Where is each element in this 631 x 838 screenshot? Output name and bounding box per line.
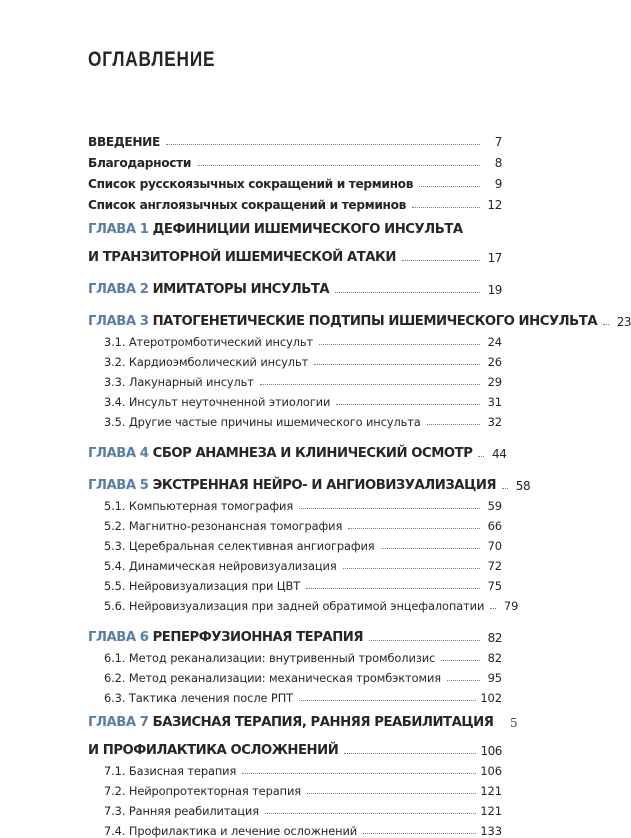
chapter-title: ИМИТАТОРЫ ИНСУЛЬТА xyxy=(152,282,330,297)
section-title: 5.2. Магнитно-резонансная томография xyxy=(104,519,343,533)
toc-section[interactable] xyxy=(88,645,502,665)
section-page: 79 xyxy=(503,599,519,613)
toc-section[interactable] xyxy=(88,553,502,573)
chapter-6-heading[interactable] xyxy=(88,623,502,645)
chapter-2-heading[interactable] xyxy=(88,275,502,297)
chapter-label: ГЛАВА 5 xyxy=(88,478,149,493)
chapter-title: ЭКСТРЕННАЯ НЕЙРО- И АНГИОВИЗУАЛИЗАЦИЯ xyxy=(152,478,497,493)
chapter-4-heading[interactable] xyxy=(88,439,507,461)
chapter-label: ГЛАВА 6 xyxy=(88,630,149,645)
toc-section[interactable] xyxy=(88,493,502,513)
section-title: 5.1. Компьютерная томография xyxy=(104,499,294,513)
section-title: 7.1. Базисная терапия xyxy=(104,764,237,778)
toc-entry-title: ВВЕДЕНИЕ xyxy=(88,135,161,149)
section-page: 72 xyxy=(487,559,502,573)
chapter-page: 19 xyxy=(487,283,502,297)
chapter-page: 106 xyxy=(480,744,502,758)
chapter-title: РЕПЕРФУЗИОННАЯ ТЕРАПИЯ xyxy=(152,630,364,645)
toc-section[interactable] xyxy=(88,533,502,553)
section-title: 6.2. Метод реканализации: механическая тромбэктомия xyxy=(104,671,441,685)
leader-dots xyxy=(306,588,480,589)
section-title: 3.3. Лакунарный инсульт xyxy=(104,375,254,389)
chapter-title: ПАТОГЕНЕТИЧЕСКИЕ ПОДТИПЫ ИШЕМИЧЕСКОГО ИНСУЛЬТА xyxy=(152,314,598,329)
toc-section[interactable] xyxy=(88,513,502,533)
chapter-title: ДЕФИНИЦИИ ИШЕМИЧЕСКОГО ИНСУЛЬТА xyxy=(152,222,463,237)
section-page: 70 xyxy=(487,539,502,553)
chapter-page: 17 xyxy=(487,251,502,265)
toc-section[interactable] xyxy=(88,758,502,778)
chapter-1-heading-line2[interactable] xyxy=(88,243,502,265)
chapter-page: 82 xyxy=(487,631,502,645)
section-title: 5.6. Нейровизуализация при задней обратимой энцефалопатии xyxy=(104,599,485,613)
table-of-contents xyxy=(88,128,631,838)
toc-entry-acknowledgements[interactable] xyxy=(88,149,502,170)
section-page: 31 xyxy=(487,395,502,409)
chapter-label: ГЛАВА 4 xyxy=(88,446,149,461)
leader-dots xyxy=(299,700,476,701)
leader-dots xyxy=(441,660,480,661)
chapter-3-heading[interactable] xyxy=(88,307,631,329)
leader-dots xyxy=(242,773,476,774)
section-title: 7.4. Профилактика и лечение осложнений xyxy=(104,824,358,838)
toc-section[interactable] xyxy=(88,665,502,685)
toc-section[interactable] xyxy=(88,818,502,838)
toc-section[interactable] xyxy=(88,349,502,369)
leader-dots xyxy=(343,568,480,569)
leader-dots xyxy=(502,488,508,489)
toc-section[interactable] xyxy=(88,329,502,349)
chapter-page: 58 xyxy=(515,479,531,493)
leader-dots xyxy=(260,384,480,385)
toc-section[interactable] xyxy=(88,369,502,389)
toc-entry-title: Список англоязычных сокращений и терминов xyxy=(88,198,406,212)
toc-section[interactable] xyxy=(88,798,502,818)
leader-dots xyxy=(335,292,480,293)
leader-dots xyxy=(348,528,480,529)
leader-dots xyxy=(603,324,609,325)
section-title: 5.4. Динамическая нейровизуализация xyxy=(104,559,337,573)
leader-dots xyxy=(381,548,480,549)
toc-section[interactable] xyxy=(88,778,502,798)
leader-dots xyxy=(319,344,480,345)
section-page: 59 xyxy=(487,499,502,513)
leader-dots xyxy=(299,508,480,509)
leader-dots xyxy=(307,793,476,794)
chapter-7-heading[interactable] xyxy=(88,715,502,736)
chapter-page: 23 xyxy=(616,315,631,329)
leader-dots xyxy=(412,207,480,208)
leader-dots xyxy=(265,813,476,814)
toc-section[interactable] xyxy=(88,593,519,613)
leader-dots xyxy=(478,456,484,457)
chapter-7-heading-line2[interactable] xyxy=(88,736,502,758)
toc-entry-title: Список русскоязычных сокращений и терминов xyxy=(88,177,414,191)
section-title: 7.3. Ранняя реабилитация xyxy=(104,804,259,818)
section-page: 29 xyxy=(487,375,502,389)
leader-dots xyxy=(402,260,480,261)
toc-section[interactable] xyxy=(88,389,502,409)
section-page: 121 xyxy=(480,804,502,818)
section-title: 6.1. Метод реканализации: внутривенный тромболизис xyxy=(104,651,436,665)
section-page: 95 xyxy=(487,671,502,685)
page-number: 5 xyxy=(510,716,518,730)
leader-dots xyxy=(166,144,480,145)
chapter-label: ГЛАВА 2 xyxy=(88,282,149,297)
chapter-label: ГЛАВА 7 xyxy=(88,715,149,730)
section-page: 26 xyxy=(487,355,502,369)
section-page: 66 xyxy=(487,519,502,533)
leader-dots xyxy=(369,640,480,641)
section-page: 82 xyxy=(487,651,502,665)
page-title: ОГЛАВЛЕНИЕ xyxy=(88,48,216,71)
toc-entry-russian-abbreviations[interactable] xyxy=(88,170,502,191)
leader-dots xyxy=(419,186,480,187)
leader-dots xyxy=(197,165,480,166)
section-title: 7.2. Нейропротекторная терапия xyxy=(104,784,301,798)
toc-entry-page: 8 xyxy=(494,156,502,170)
section-title: 5.3. Церебральная селективная ангиография xyxy=(104,539,375,553)
toc-entry-title: Благодарности xyxy=(88,156,192,170)
chapter-page: 44 xyxy=(492,447,507,461)
chapter-1-heading[interactable] xyxy=(88,222,502,243)
toc-section[interactable] xyxy=(88,573,502,593)
section-page: 24 xyxy=(487,335,502,349)
section-title: 6.3. Тактика лечения после РПТ xyxy=(104,691,294,705)
section-page: 133 xyxy=(480,824,502,838)
leader-dots xyxy=(344,753,476,754)
leader-dots xyxy=(490,608,496,609)
chapter-label: ГЛАВА 1 xyxy=(88,222,149,237)
toc-entry-page: 12 xyxy=(487,198,502,212)
section-title: 3.1. Атеротромботический инсульт xyxy=(104,335,314,349)
section-page: 102 xyxy=(480,691,502,705)
toc-entry-introduction[interactable] xyxy=(88,128,502,149)
section-title: 3.2. Кардиоэмболический инсульт xyxy=(104,355,309,369)
section-title: 3.4. Инсульт неуточненной этиологии xyxy=(104,395,331,409)
toc-entry-page: 9 xyxy=(494,177,502,191)
toc-section[interactable] xyxy=(88,685,502,705)
section-page: 32 xyxy=(487,415,502,429)
leader-dots xyxy=(336,404,480,405)
section-title: 3.5. Другие частые причины ишемического инсульта xyxy=(104,415,421,429)
section-page: 75 xyxy=(487,579,502,593)
toc-entry-page: 7 xyxy=(494,135,502,149)
leader-dots xyxy=(447,680,480,681)
leader-dots xyxy=(363,833,476,834)
leader-dots xyxy=(427,424,480,425)
section-page: 106 xyxy=(480,764,502,778)
leader-dots xyxy=(314,364,480,365)
chapter-title: И ТРАНЗИТОРНОЙ ИШЕМИЧЕСКОЙ АТАКИ xyxy=(88,250,396,265)
chapter-5-heading[interactable] xyxy=(88,471,531,493)
section-page: 121 xyxy=(480,784,502,798)
chapter-title: БАЗИСНАЯ ТЕРАПИЯ, РАННЯЯ РЕАБИЛИТАЦИЯ xyxy=(152,715,494,730)
section-title: 5.5. Нейровизуализация при ЦВТ xyxy=(104,579,301,593)
chapter-title: И ПРОФИЛАКТИКА ОСЛОЖНЕНИЙ xyxy=(88,743,339,758)
chapter-label: ГЛАВА 3 xyxy=(88,314,149,329)
toc-entry-english-abbreviations[interactable] xyxy=(88,191,502,212)
toc-section[interactable] xyxy=(88,409,502,429)
chapter-title: СБОР АНАМНЕЗА И КЛИНИЧЕСКИЙ ОСМОТР xyxy=(152,446,473,461)
